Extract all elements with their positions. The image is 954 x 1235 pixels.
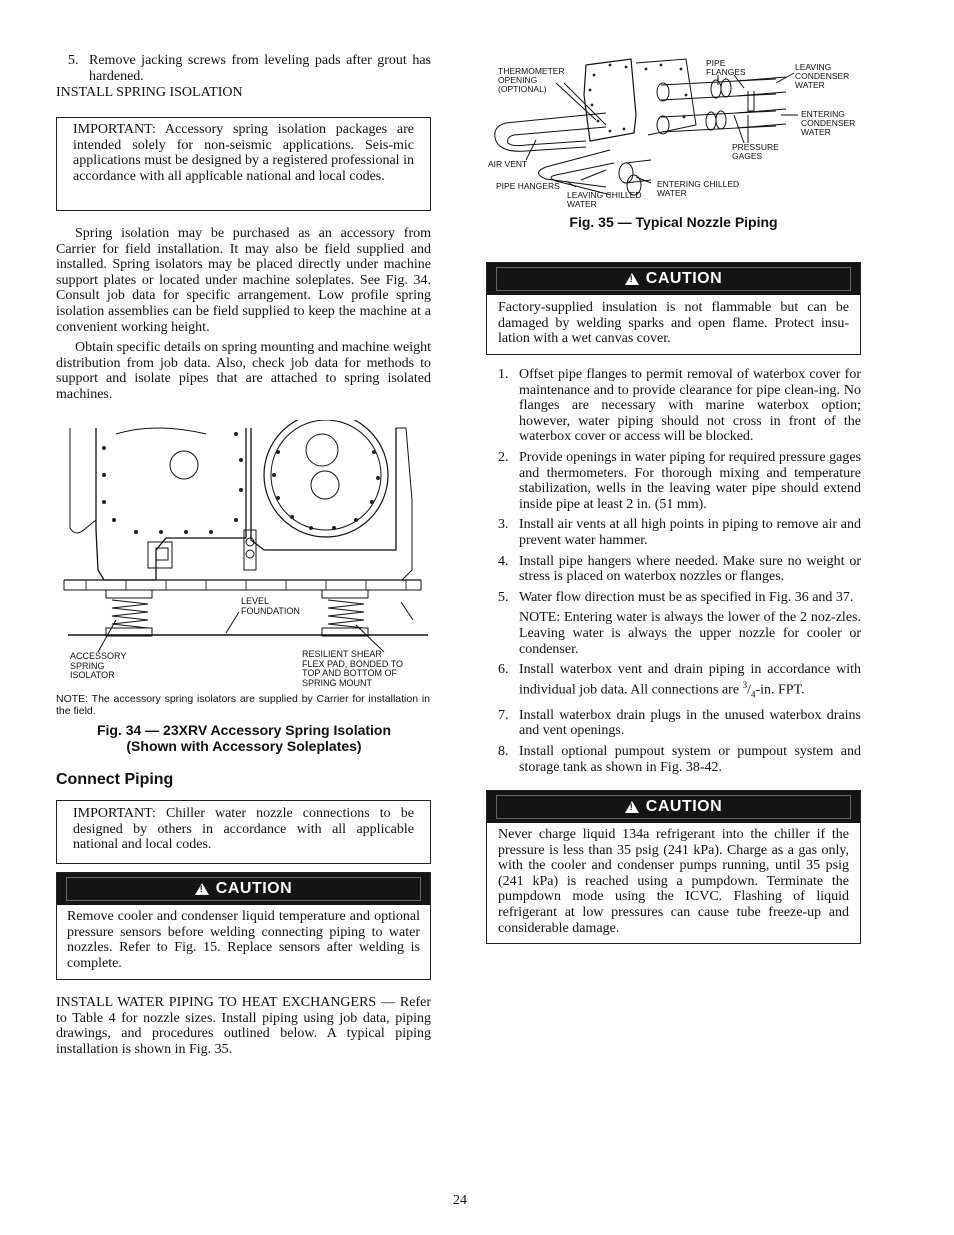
fig34-caption [56, 722, 432, 754]
caution-box-refrigerant [486, 790, 861, 944]
label-entering-chilled: ENTERING CHILLED WATER [657, 179, 740, 198]
fig34-caption-line1: Fig. 34 — 23XRV Accessory Spring Isolation [96, 722, 392, 738]
important-note-nozzle-text: IMPORTANT: Chiller water nozzle connections to be designed by others in accordance with all applicable national and local codes. [73, 806, 414, 853]
step-5-text: Remove jacking screws from leveling pads after grout has hardened. [89, 53, 431, 84]
step-item: 2. Provide openings in water piping for required pressure gages and thermometers. For thorough mixing and temperature stabilization, wells in the leaving water pipe should extend inside pipe at least 2 in. (51 mm). [498, 449, 861, 512]
install-water-piping-paragraph: INSTALL WATER PIPING TO HEAT EXCHANGERS — Refer to Table 4 for nozzle sizes. Install piping using job data, piping drawings, and procedures outlined below. A typical piping installation is shown in Fig. 35. [56, 995, 431, 1057]
label-pressure-gages: PRESSURE GAGES [732, 142, 779, 161]
entering-water-note: NOTE: Entering water is always the lower of the 2 noz-zles. Leaving water is always the upper nozzle for cooler or condenser. [519, 610, 861, 657]
fig34-caption-line2: (Shown with Accessory Soleplates) [126, 738, 362, 754]
label-resilient-shear: RESILIENT SHEAR FLEX PAD, BONDED TO TOP AND BOTTOM OF SPRING MOUNT [302, 649, 404, 688]
step-item: 1. Offset pipe flanges to permit removal of waterbox cover for maintenance and to provide clearance for pipe clean-ing. No flanges are necessary with marine waterbox option; however, water piping should not cross in front of the waterbox cover or access will be blocked. [498, 367, 861, 445]
left-column [56, 53, 431, 101]
label-entering-condenser: ENTERING CONDENSER WATER [801, 109, 856, 137]
label-leaving-chilled: LEAVING CHILLED WATER [567, 190, 642, 209]
step-item: 5. Water flow direction must be as specified in Fig. 36 and 37. NOTE: Entering water is always the lower of the 2 noz-zles. Leaving water is always the upper nozzle for cooler or condenser. [498, 589, 861, 657]
fraction-denominator: 4 [750, 689, 756, 700]
caution-header-1 [57, 873, 430, 905]
warning-triangle-icon [195, 883, 209, 895]
spring-isolation-paragraph [56, 226, 431, 403]
fig34-note: NOTE: The accessory spring isolators are supplied by Carrier for installation in the field. [56, 693, 430, 717]
caution-text-2: Factory-supplied insulation is not flammable but can be damaged by welding sparks and open flame. Protect insu-lation with a wet canvas cover. [498, 300, 849, 347]
step-5-number: 5. [68, 53, 79, 68]
label-pipe-hangers: PIPE HANGERS [496, 181, 560, 191]
caution-title-3: CAUTION [645, 798, 723, 816]
spring-para-2: Obtain specific details on spring mounting and machine weight distribution from job data. Also, check job data for methods to support and isolate pipes that are attached to spring isolated machines. [56, 340, 431, 402]
warning-triangle-icon [625, 801, 639, 813]
page-number: 24 [453, 1193, 467, 1208]
piping-steps-list [498, 367, 861, 775]
label-accessory-spring-isolator: ACCESSORY SPRING ISOLATOR [70, 651, 127, 680]
step-item: 6. Install waterbox vent and drain piping in accordance with individual job data. All connections are $^3/_4-in$. FPT. [498, 662, 861, 700]
label-pipe-flanges: PIPE FLANGES [706, 58, 746, 77]
step-item: 3. Install air vents at all high points in piping to remove air and prevent water hammer. [498, 517, 861, 548]
important-note-nozzle [56, 800, 431, 864]
step-item: 7. Install waterbox drain plugs in the unused waterbox drains and vent openings. [498, 707, 861, 739]
step-5-item [56, 53, 431, 84]
caution-title-1: CAUTION [215, 880, 293, 898]
caution-header-3 [487, 791, 860, 823]
warning-triangle-icon [625, 273, 639, 285]
fig34-diagram [56, 420, 432, 692]
fig35-caption: Fig. 35 — Typical Nozzle Piping [569, 214, 778, 230]
caution-header-2 [487, 263, 860, 295]
caution-box-sensors [56, 872, 431, 980]
piping-steps [498, 367, 861, 780]
label-leaving-condenser: LEAVING CONDENSER WATER [795, 62, 850, 90]
label-air-vent: AIR VENT [488, 159, 528, 169]
step-item: 8. Install optional pumpout system or pumpout system and storage tank as shown in Fig. 38-42. [498, 743, 861, 775]
caution-title-2: CAUTION [645, 270, 723, 288]
label-level-foundation: LEVEL FOUNDATION [241, 596, 300, 616]
caution-box-insulation [486, 262, 861, 355]
fraction-numerator: 3 [742, 679, 748, 690]
install-spring-heading: INSTALL SPRING ISOLATION [56, 85, 243, 101]
spring-para-1: Spring isolation may be purchased as an accessory from Carrier for field installation. It may also be field supplied and installed. Spring isolators may be placed directly under machine support plates or located under machine soleplates. See Fig. 34. Consult job data for specific arrangement. Low profile spring isolation assemblies can be field supplied to keep the machine at a convenient working height. [56, 226, 431, 335]
caution-text-1: Remove cooler and condenser liquid temperature and optional pressure sensors before welding connecting piping to water nozzles. Refer to Fig. 15. Replace sensors after welding is complete. [67, 909, 420, 971]
caution-text-3: Never charge liquid 134a refrigerant into the chiller if the pressure is less than 35 psig (241 kPa). Charge as a gas only, with the cooler and condenser pumps running, until 35 psig (241 kPa) is reached using a pumpdown. Terminate the pumpdown mode using the ICVC. Flashing of liquid refrigerant at low pressures can cause tube freeze-up and considerable damage. [498, 827, 849, 936]
important-note-spring [56, 117, 431, 211]
connect-piping-heading: Connect Piping [56, 771, 174, 788]
important-note-spring-text: IMPORTANT: Accessory spring isolation packages are intended solely for non-seismic applications. Seis-mic applications must be designed by a registered professional in accordance with all applicable national and local codes. [73, 122, 414, 184]
step-item: 4. Install pipe hangers where needed. Make sure no weight or stress is placed on waterbox nozzles or flanges. [498, 553, 861, 585]
fig35-diagram [486, 55, 861, 210]
label-thermometer-opening: THERMOMETER OPENING (OPTIONAL) [498, 66, 565, 94]
